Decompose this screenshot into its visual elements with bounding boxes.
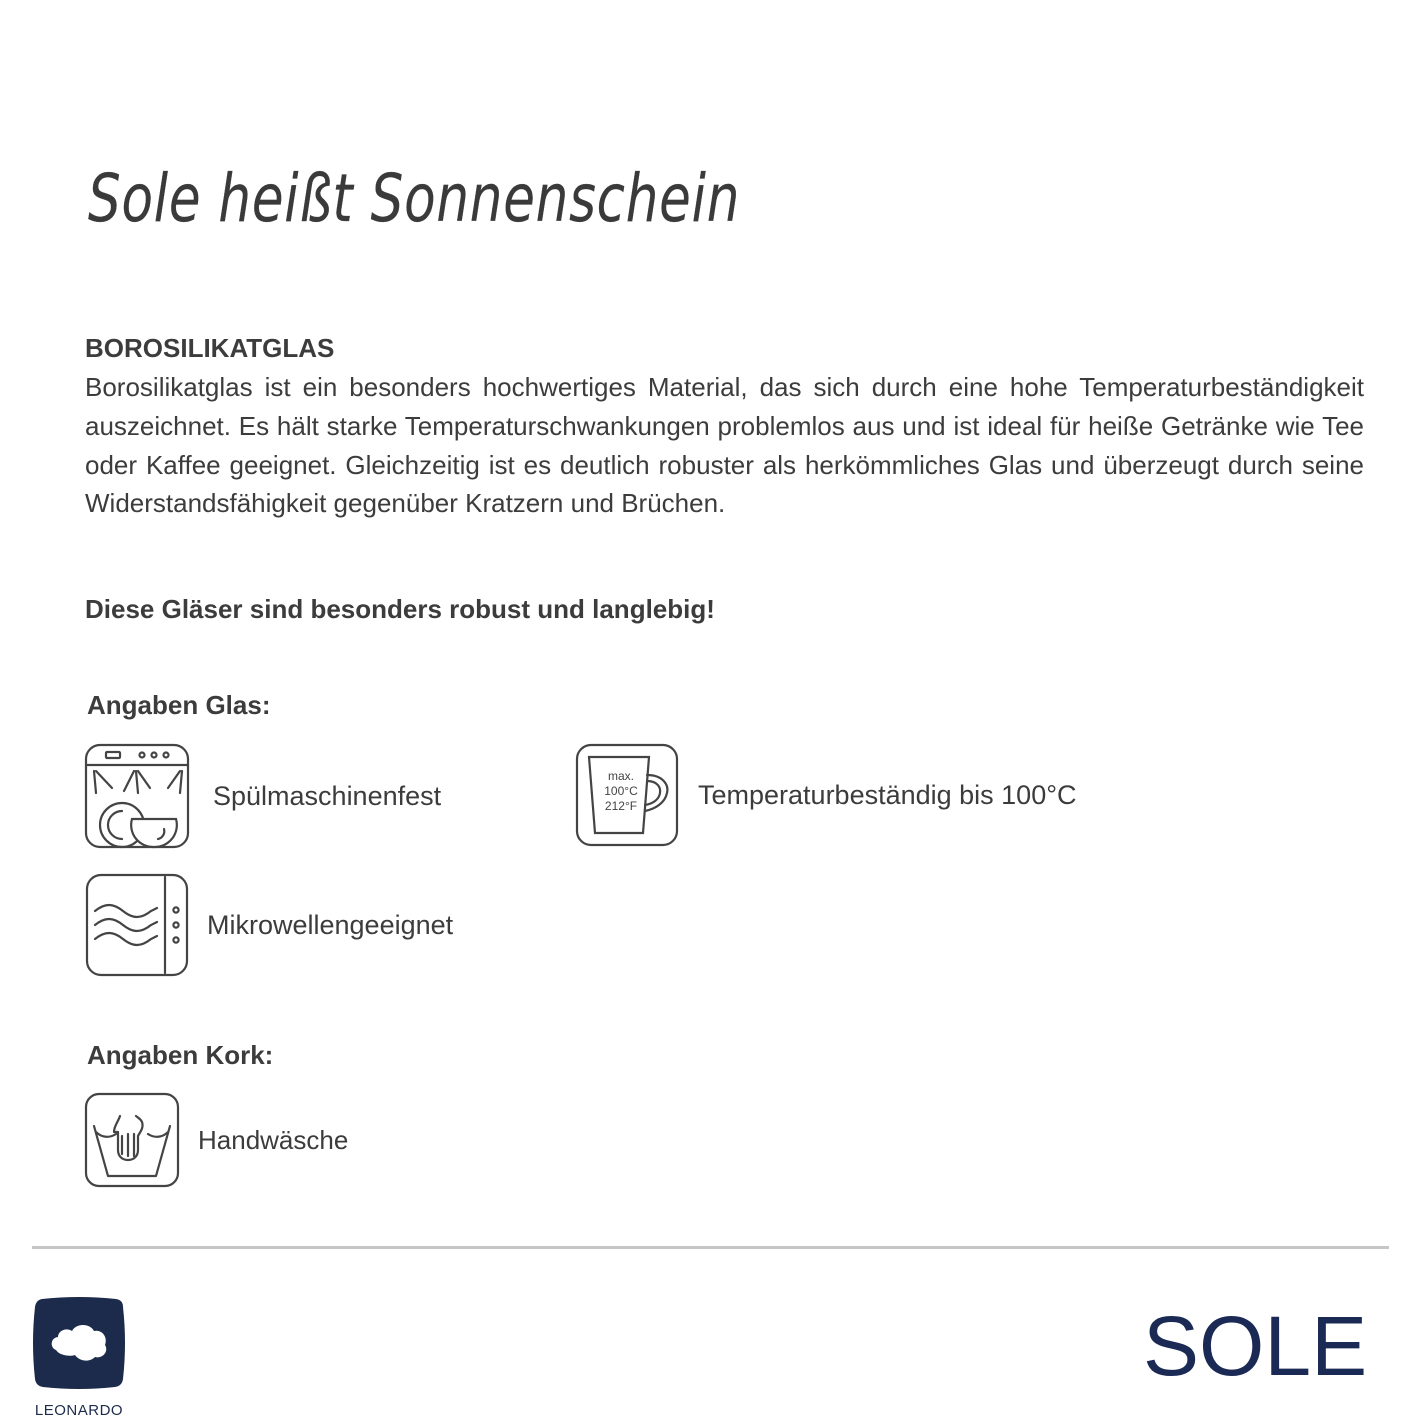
leonardo-logo-text: LEONARDO [34, 1402, 124, 1419]
mug-text-max: max. [607, 769, 634, 783]
emphasis-text: Diese Gläser sind besonders robust und langlebig! [85, 594, 715, 624]
page-title: Sole heißt Sonnenschein [88, 160, 741, 237]
hot-mug-icon [575, 743, 679, 847]
leonardo-logo [32, 1296, 126, 1390]
feature-label: Mikrowellengeeignet [207, 909, 454, 940]
feature-hand-wash [84, 1092, 348, 1188]
cork-section-heading: Angaben Kork: [87, 1040, 274, 1070]
microwave-icon [85, 873, 189, 977]
feature-microwave [85, 873, 453, 977]
sole-brand-logo: SOLE [1143, 1299, 1368, 1393]
feature-label: Handwäsche [198, 1124, 349, 1155]
feature-label: Temperaturbeständig bis 100°C [698, 779, 1077, 810]
mug-text-fahrenheit: 212°F [604, 799, 638, 813]
mug-text-celsius: 100°C [604, 784, 638, 798]
footer-divider [32, 1246, 1389, 1249]
material-description: Borosilikatglas ist ein besonders hochwertiges Material, das sich durch eine hohe Temperaturbeständigkeit auszeichnet. Es hält starke Temperaturschwankungen problemlos aus und ist ideal für heiße Getränke wie Tee oder Kaffee geeignet. Gleichzeitig ist es deutlich robuster als herkömmliches Glas und überzeugt durch seine Widerstandsfähigkeit gegenüber Kratzern und Brüchen. [85, 372, 1364, 519]
feature-label: Spülmaschinenfest [213, 780, 442, 811]
material-heading: BOROSILIKATGLAS [85, 333, 335, 363]
glass-section-heading: Angaben Glas: [87, 690, 271, 720]
feature-dishwasher [84, 743, 441, 849]
feature-temperature [575, 743, 1077, 847]
hand-wash-icon [84, 1092, 180, 1188]
dishwasher-icon [84, 743, 190, 849]
